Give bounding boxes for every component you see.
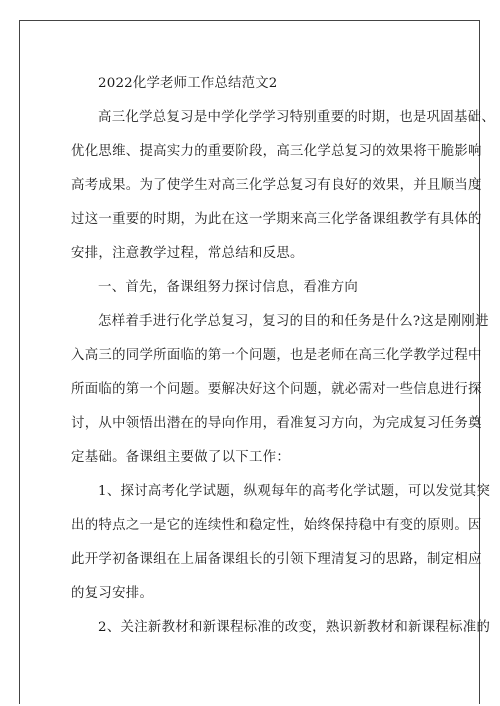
paragraph-item-1 xyxy=(71,475,491,611)
paragraph-method xyxy=(71,305,489,475)
text-line: 高考成果。为了使学生对高三化学总复习有良好的效果，并且顺当度 xyxy=(71,178,482,193)
text-line: 优化思维、提高实力的重要阶段，高三化学总复习的效果将干脆影响 xyxy=(71,144,482,159)
paragraph-intro xyxy=(71,101,496,271)
text-line: 此开学初备课组在上届备课组长的引领下理清复习的思路，制定相应 xyxy=(71,552,482,567)
text-line: 所面临的第一个问题。要解决好这个问题，就必需对一些信息进行探 xyxy=(71,382,482,397)
paragraph-item-2 xyxy=(71,611,491,645)
text-line: 1、探讨高考化学试题，纵观每年的高考化学试题，可以发觉其突 xyxy=(98,484,491,499)
text-line: 一、首先，备课组努力探讨信息，看准方向 xyxy=(98,280,359,295)
document-body xyxy=(71,67,496,645)
text-line: 安排，注意教学过程，常总结和反思。 xyxy=(71,246,304,261)
text-line: 过这一重要的时期，为此在这一学期来高三化学备课组教学有具体的 xyxy=(71,212,482,227)
text-line: 讨，从中领悟出潜在的导向作用，看准复习方向，为完成复习任务奠 xyxy=(71,416,482,431)
text-line: 入高三的同学所面临的第一个问题，也是老师在高三化学教学过程中 xyxy=(71,348,482,363)
document-title: 2022化学老师工作总结范文2 xyxy=(98,76,278,91)
text-line: 高三化学总复习是中学化学学习特别重要的时期，也是巩固基础、 xyxy=(98,110,496,125)
text-line: 2、关注新教材和新课程标准的改变，熟识新教材和新课程标准的 xyxy=(98,620,491,635)
text-line: 怎样着手进行化学总复习，复习的目的和任务是什么?这是刚刚进 xyxy=(98,314,489,329)
text-line: 出的特点之一是它的连续性和稳定性，始终保持稳中有变的原则。因 xyxy=(71,518,482,533)
document-page xyxy=(19,20,496,704)
section-heading xyxy=(71,271,441,305)
text-line: 定基础。备课组主要做了以下工作： xyxy=(71,450,291,465)
text-line: 的复习安排。 xyxy=(71,586,154,601)
